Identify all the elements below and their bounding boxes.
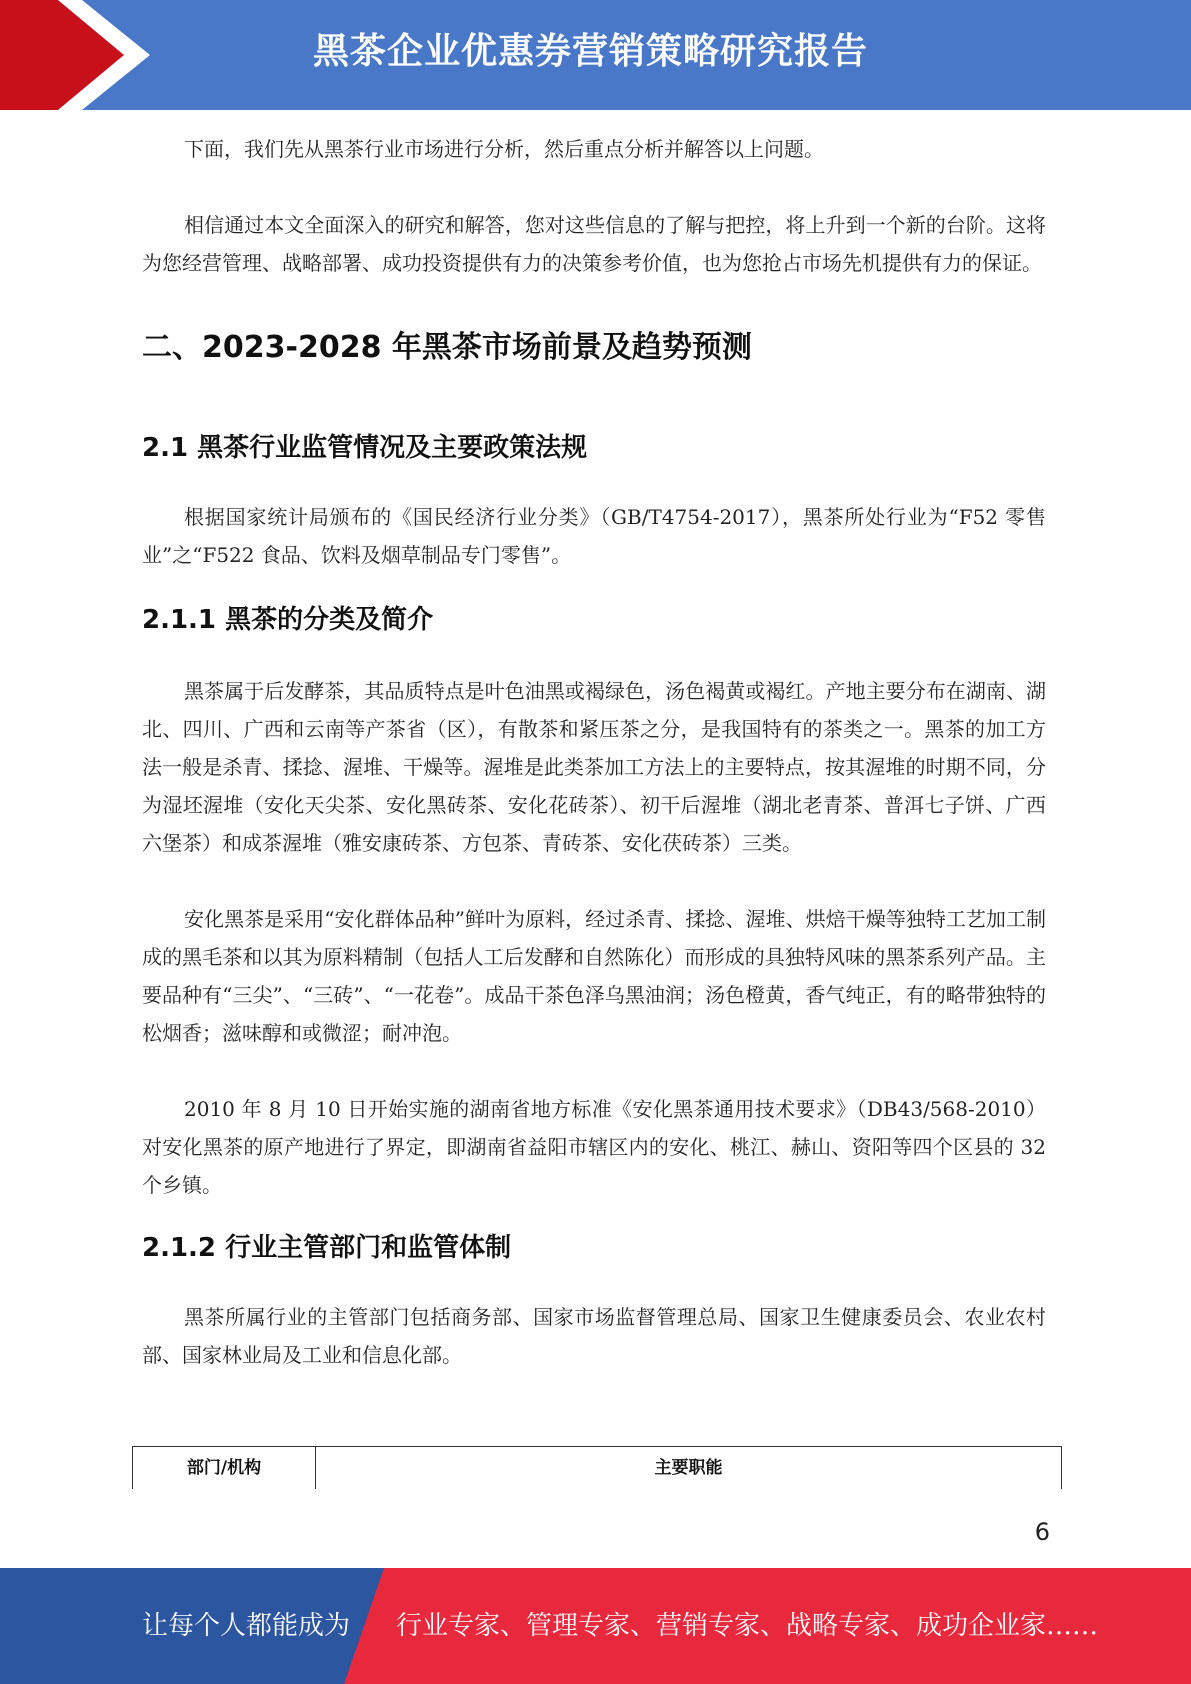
department-table xyxy=(132,1446,1062,1489)
intro-paragraph-1: 下面，我们先从黑茶行业市场进行分析，然后重点分析并解答以上问题。 xyxy=(184,137,824,161)
footer-slogan-right: 行业专家、管理专家、营销专家、战略专家、成功企业家…… xyxy=(396,1611,1099,1641)
section-2-1-paragraph: 根据国家统计局颁布的《国民经济行业分类》（GB/T4754-2017），黑茶所处行业为“F52 零售业”之“F522 食品、饮料及烟草制品专门零售”。 xyxy=(142,505,1046,567)
footer-slogan-left: 让每个人都能成为 xyxy=(142,1611,351,1641)
section-2-heading: 二、2023-2028 年黑茶市场前景及趋势预测 xyxy=(142,330,752,365)
page-number: 6 xyxy=(1034,1518,1050,1546)
section-2-1-1-paragraph-1: 黑茶属于后发酵茶，其品质特点是叶色油黑或褐绿色，汤色褐黄或褐红。产地主要分布在湖南、湖北、四川、广西和云南等产茶省（区），有散茶和紧压茶之分，是我国特有的茶类之一。黑茶的加工方法一般是杀青、揉捻、渥堆、干燥等。渥堆是此类茶加工方法上的主要特点，按其渥堆的时期不同，分为湿坯渥堆（安化天尖茶、安化黑砖茶、安化花砖茶）、初干后渥堆（湖北老青茶、普洱七子饼、广西六堡茶）和成茶渥堆（雅安康砖茶、方包茶、青砖茶、安化茯砖茶）三类。 xyxy=(142,679,1046,855)
header-red-shape xyxy=(0,0,124,110)
section-2-1-1-paragraph-2: 安化黑茶是采用“安化群体品种”鲜叶为原料，经过杀青、揉捻、渥堆、烘焙干燥等独特工艺加工制成的黑毛茶和以其为原料精制（包括人工后发酵和自然陈化）而形成的具独特风味的黑茶系列产品。主要品种有“三尖”、“三砖”、“一花卷”。成品干茶色泽乌黑油润；汤色橙黄，香气纯正，有的略带独特的松烟香；滋味醇和或微涩；耐冲泡。 xyxy=(142,907,1046,1045)
page-header xyxy=(0,0,1191,110)
page-footer xyxy=(0,1568,1191,1684)
main-content xyxy=(142,130,1046,1374)
section-2-1-2-heading: 2.1.2 行业主管部门和监管体制 xyxy=(142,1233,512,1263)
section-2-1-2-paragraph: 黑茶所属行业的主管部门包括商务部、国家市场监督管理总局、国家卫生健康委员会、农业农村部、国家林业局及工业和信息化部。 xyxy=(142,1305,1046,1367)
intro-paragraph-2: 相信通过本文全面深入的研究和解答，您对这些信息的了解与把控，将上升到一个新的台阶。这将为您经营管理、战略部署、成功投资提供有力的决策参考价值，也为您抢占市场先机提供有力的保证。 xyxy=(142,213,1046,275)
section-2-1-heading: 2.1 黑茶行业监管情况及主要政策法规 xyxy=(142,433,588,463)
table-header-department: 部门/机构 xyxy=(133,1447,316,1489)
header-arrow-decoration xyxy=(0,0,170,110)
table-header-functions: 主要职能 xyxy=(654,1458,723,1478)
section-2-1-1-heading: 2.1.1 黑茶的分类及简介 xyxy=(142,605,434,635)
report-title: 黑茶企业优惠券营销策略研究报告 xyxy=(312,31,868,72)
section-2-1-1-paragraph-3: 2010 年 8 月 10 日开始实施的湖南省地方标准《安化黑茶通用技术要求》（DB43/568-2010）对安化黑茶的原产地进行了界定，即湖南省益阳市辖区内的安化、桃江、赫山、资阳等四个区县的 32 个乡镇。 xyxy=(142,1097,1046,1197)
